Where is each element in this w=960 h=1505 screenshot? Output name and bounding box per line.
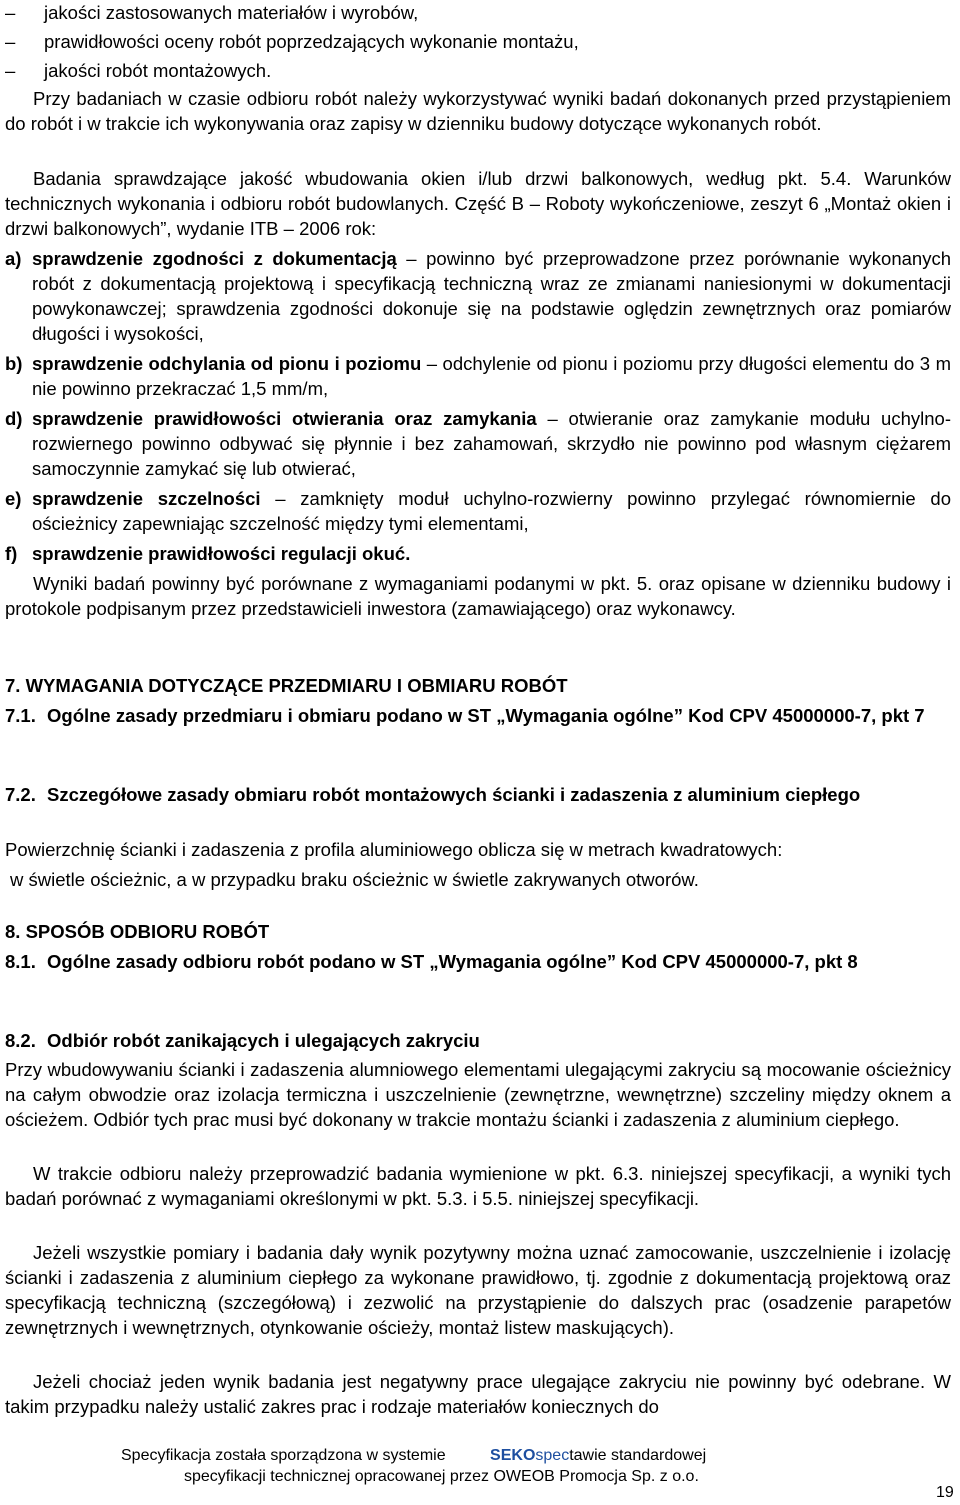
check-item [32, 486, 951, 536]
footer-line-1 [121, 1446, 706, 1466]
footer-text: Specyfikacja została sporządzona w systemie [121, 1447, 446, 1464]
page-number: 19 [936, 1484, 954, 1501]
brand-logo-spec: spec [535, 1447, 570, 1464]
subsection-number: 8.1. [5, 951, 36, 972]
subsection-heading: Szczegółowe zasady obmiaru robót montażowych ścianki i zadaszenia z aluminium ciepłego [47, 784, 861, 805]
check-text: – zamknięty moduł uchylno-rozwierny powinno przylegać równomiernie do ościeżnicy zapewniając szczelność między tymi elementami, [32, 488, 951, 534]
subsection-number: 7.2. [5, 784, 36, 805]
check-title: sprawdzenie zgodności z dokumentacją [32, 248, 397, 269]
item-label: a) [5, 248, 22, 269]
subsection-heading: Ogólne zasady przedmiaru i obmiaru podano w ST „Wymagania ogólne” Kod CPV 45000000-7, pkt 7 [47, 705, 925, 726]
list-dash: – [5, 2, 16, 23]
paragraph: W trakcie odbioru należy przeprowadzić badania wymienione w pkt. 6.3. niniejszej specyfikacji, a wyniki tych badań porównać z wymaganiami określonymi w pkt. 5.3. i 5.5. niniejszej specyfikacji. [5, 1163, 951, 1209]
check-item [32, 406, 951, 481]
check-text: – odchylenie od pionu i poziomu przy długości elementu do 3 m nie powinno przekraczać 1,5 mm/m, [32, 353, 951, 399]
check-title: sprawdzenie szczelności [32, 488, 261, 509]
section-heading: 7. WYMAGANIA DOTYCZĄCE PRZEDMIARU I OBMIARU ROBÓT [5, 675, 568, 696]
list-item: jakości robót montażowych. [44, 60, 272, 81]
paragraph: Przy badaniach w czasie odbioru robót należy wykorzystywać wyniki badań dokonanych przed przystąpieniem do robót i w trakcie ich wykonywania oraz zapisy w dzienniku budowy dotyczące wykonanych robót. [5, 88, 951, 134]
check-item [32, 351, 951, 401]
list-item: jakości zastosowanych materiałów i wyrobów, [44, 2, 419, 23]
section-heading: 8. SPOSÓB ODBIORU ROBÓT [5, 921, 270, 942]
subsection-heading: Ogólne zasady odbioru robót podano w ST „Wymagania ogólne” Kod CPV 45000000-7, pkt 8 [47, 951, 858, 972]
check-title: sprawdzenie prawidłowości otwierania oraz zamykania [32, 408, 537, 429]
paragraph: Powierzchnię ścianki i zadaszenia z profila aluminiowego oblicza się w metrach kwadratowych: [5, 839, 783, 860]
subsection-number: 7.1. [5, 705, 36, 726]
subsection-heading: Odbiór robót zanikających i ulegających zakryciu [47, 1030, 480, 1051]
list-dash: – [5, 31, 16, 52]
footer-text: tawie standardowej [569, 1447, 707, 1464]
check-item [32, 246, 951, 346]
item-label: d) [5, 408, 23, 429]
list-dash: – [5, 60, 16, 81]
paragraph: Wyniki badań powinny być porównane z wymaganiami podanymi w pkt. 5. oraz opisane w dzienniku budowy i protokole podpisanym przez przedstawicieli inwestora (zamawiającego) oraz wykonawcy. [5, 573, 951, 619]
check-title: sprawdzenie prawidłowości regulacji okuć. [32, 543, 411, 564]
paragraph: w świetle ościeżnic, a w przypadku braku ościeżnic w świetle zakrywanych otworów. [10, 869, 699, 890]
footer-line-2: specyfikacji technicznej opracowanej przez OWEOB Promocja Sp. z o.o. [184, 1468, 699, 1485]
subsection-number: 8.2. [5, 1030, 36, 1051]
check-text: – otwieranie oraz zamykanie modułu uchylno-rozwiernego powinno odbywać się płynnie i bez zahamowań, skrzydło nie powinno pod własnym ciężarem samoczynnie zamykać się lub otwierać, [32, 408, 951, 479]
paragraph: Badania sprawdzające jakość wbudowania okien i/lub drzwi balkonowych, według pkt. 5.4. Warunków technicznych wykonania i odbioru robót budowlanych. Część B – Roboty wykończeniowe, zeszyt 6 „Montaż okien i drzwi balkonowych”, wydanie ITB – 2006 rok: [5, 168, 951, 239]
item-label: f) [5, 543, 18, 564]
check-item [32, 541, 951, 566]
list-item: prawidłowości oceny robót poprzedzających wykonanie montażu, [44, 31, 579, 52]
item-label: e) [5, 488, 22, 509]
paragraph: Jeżeli chociaż jeden wynik badania jest negatywny prace ulegające zakryciu nie powinny być odebrane. W takim przypadku należy ustalić zakres prac i rodzaje materiałów koniecznych do [5, 1371, 951, 1417]
item-label: b) [5, 353, 23, 374]
paragraph: Przy wbudowywaniu ścianki i zadaszenia alumniowego elementami ulegającymi zakryciu są mocowanie ościeżnicy na całym obwodzie oraz izolacja termiczna i uszczelnienie (zewnętrzne, wewnętrzne) szczeliny między oknem a ościeżem. Odbiór tych prac musi być dokonany w trakcie montażu ścianki i zadaszenia z aluminium ciepłego. [5, 1059, 951, 1130]
brand-logo-seko: SEKO [490, 1447, 536, 1464]
check-title: sprawdzenie odchylania od pionu i poziomu [32, 353, 422, 374]
check-text: – powinno być przeprowadzone przez porównanie wykonanych robót z dokumentacją projektową i specyfikacją techniczną wraz ze zmianami naniesionymi w dokumentacji powykonawczej; sprawdzenia zgodności dokonuje się na podstawie oględzin zewnętrznych oraz pomiarów długości i wysokości, [32, 248, 951, 344]
paragraph: Jeżeli wszystkie pomiary i badania dały wynik pozytywny można uznać zamocowanie, uszczelnienie i izolację ścianki i zadaszenia z aluminium ciepłego za wykonane prawidłowo, tj. zgodnie z dokumentacją projektową oraz specyfikacją techniczną (szczegółową) i zezwolić na przystąpienie do dalszych prac (osadzenie parapetów zewnętrznych i wewnętrznych, otynkowanie ościeży, montaż listew maskujących). [5, 1242, 951, 1338]
